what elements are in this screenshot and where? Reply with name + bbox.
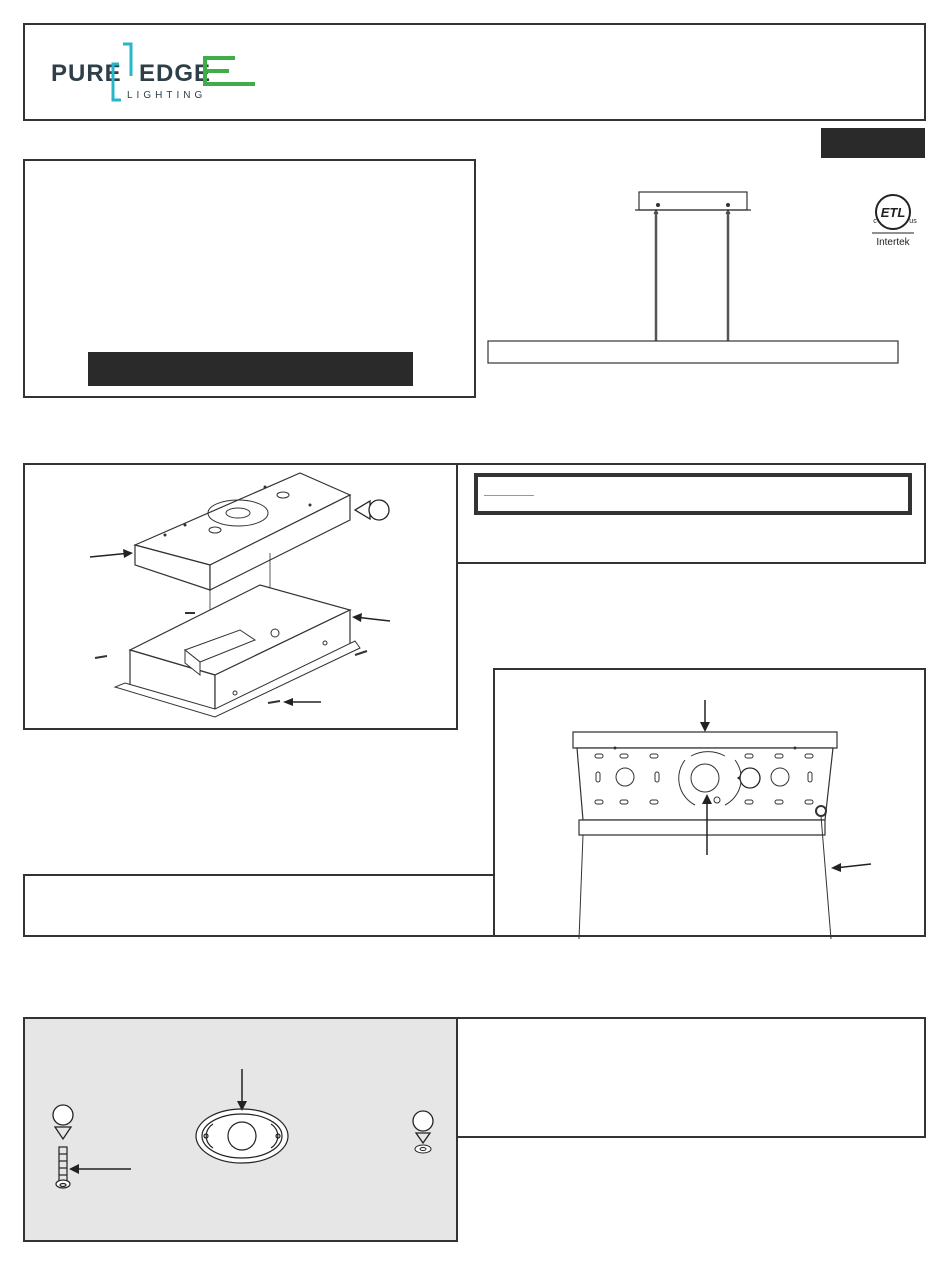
info-banner bbox=[88, 352, 413, 386]
note-callout bbox=[474, 473, 912, 515]
step-marker-icon-c bbox=[53, 1105, 73, 1139]
arrow-icon-screw bbox=[283, 698, 321, 706]
brand-word-edge: EDGE bbox=[139, 60, 212, 87]
etl-maker: Intertek bbox=[876, 237, 910, 248]
hardware-panel bbox=[23, 1017, 458, 1242]
etl-c: c bbox=[873, 218, 877, 225]
mounting-plate-drawing bbox=[495, 670, 928, 939]
canopy-exploded-drawing bbox=[25, 465, 460, 732]
brand-subtitle: LIGHTING bbox=[127, 90, 207, 101]
step-marker-icon-d bbox=[413, 1111, 433, 1153]
etl-us: us bbox=[909, 218, 917, 225]
fixture-bar bbox=[488, 341, 898, 363]
caption-box bbox=[23, 874, 495, 937]
instructions-box bbox=[456, 1017, 926, 1138]
ceiling-hardware-drawing bbox=[25, 1019, 460, 1244]
pendant-fixture-drawing bbox=[486, 188, 900, 368]
oval-bracket bbox=[196, 1109, 288, 1163]
etl-icon bbox=[866, 190, 922, 250]
step-marker-icon-a bbox=[355, 500, 389, 520]
fixture-canopy bbox=[639, 192, 747, 210]
arrow-icon-top-plate bbox=[90, 549, 133, 558]
header-box bbox=[23, 23, 926, 121]
arrow-icon-cable bbox=[831, 863, 871, 872]
anchor-bolt bbox=[56, 1147, 70, 1188]
brand-logo bbox=[51, 40, 281, 110]
note-underline bbox=[484, 495, 534, 496]
brand-word-pure: PURE bbox=[51, 60, 122, 87]
note-panel bbox=[456, 463, 926, 564]
mounting-plate-panel bbox=[493, 668, 926, 937]
info-box bbox=[23, 159, 476, 398]
dark-badge bbox=[821, 128, 925, 158]
arrow-icon-bracket bbox=[237, 1069, 247, 1111]
edge-logo-icon bbox=[199, 54, 259, 88]
arrow-icon-bolt bbox=[69, 1164, 131, 1174]
etl-mark: ETL bbox=[880, 205, 906, 220]
arrow-icon-down bbox=[700, 700, 710, 732]
arrow-icon-box bbox=[352, 613, 390, 622]
canopy-exploded-panel bbox=[23, 463, 458, 730]
